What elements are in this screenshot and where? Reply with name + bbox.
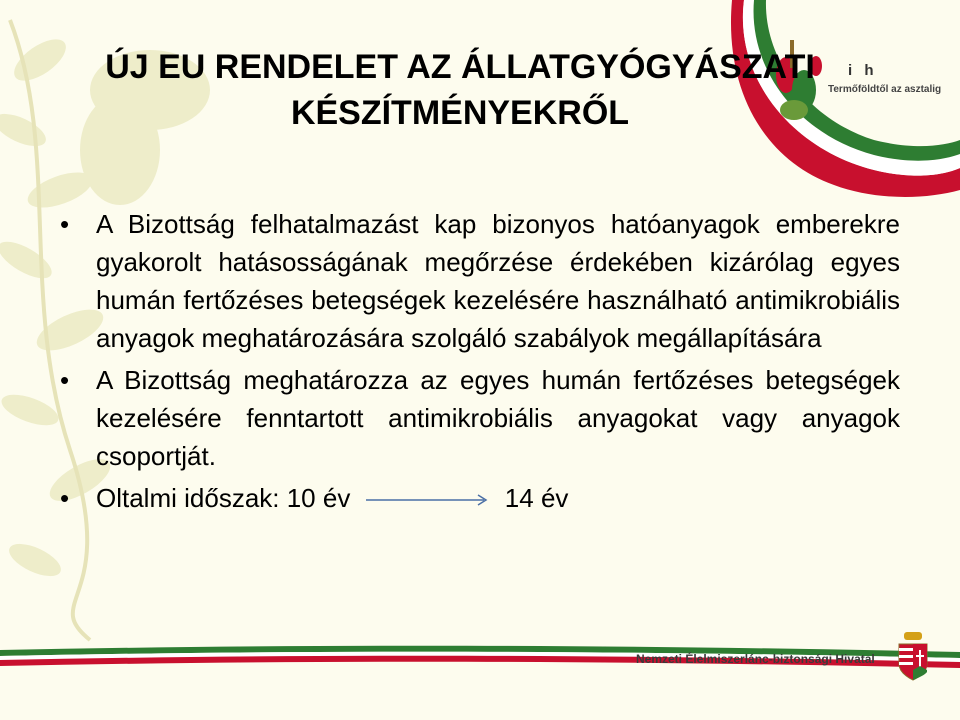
arrow-right-icon (364, 493, 492, 507)
bullet-item-3 (60, 479, 900, 517)
protection-period-after: 14 év (504, 483, 569, 513)
bullet-list (60, 205, 900, 521)
bullet-item-2: • A Bizottság meghatározza az egyes humán fertőzéses betegségek kezelésére fenntartott antimikrobiális anyagokat vagy anyagok csoportját. (60, 361, 900, 475)
slide-title (30, 44, 890, 136)
logo-name: i h (848, 62, 878, 79)
bullet-item-1: • A Bizottság felhatalmazást kap bizonyos hatóanyagok emberekre gyakorolt hatásosságának megőrzése érdekében kizárólag egyes humán fertőzéses betegségek kezelésére használható antimikrobiális anyagok meghatározására szolgáló szabályok megállapítására (60, 205, 900, 357)
logo-tagline: Termőföldtől az asztalig (828, 84, 942, 95)
title-line-1: ÚJ EU RENDELET AZ ÁLLATGYÓGYÁSZATI (105, 48, 815, 86)
coat-of-arms-icon (896, 630, 930, 682)
title-line-2: KÉSZÍTMÉNYEKRŐL (290, 94, 630, 132)
protection-period-before: Oltalmi időszak: 10 év (96, 483, 351, 513)
footer-agency-name: Nemzeti Élelmiszerlánc-biztonsági Hivatal (636, 652, 875, 666)
